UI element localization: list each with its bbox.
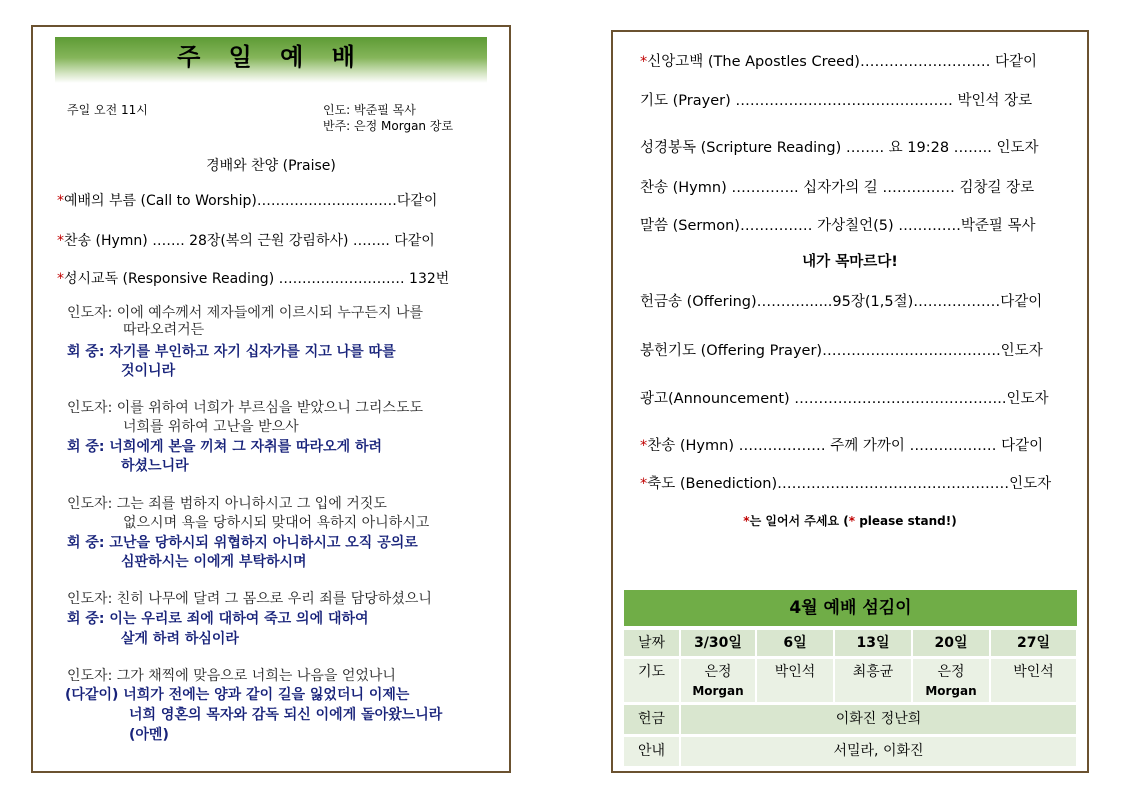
table-cell: 박인석 [990,658,1077,704]
left-page [31,25,511,773]
leader-line: 없으시며 욕을 당하시되 맞대어 욕하지 아니하시고 [123,515,430,531]
leader-line: 인도자: 그는 죄를 범하지 아니하시고 그 입에 거짓도 [67,496,387,512]
service-accompanist: 반주: 은정 Morgan 장로 [323,119,454,133]
table-cell: 최흥균 [834,658,912,704]
table-row [624,630,1077,658]
order-item: *찬송 (Hymn) ……………… 주께 가까이 ……………… 다같이 [640,438,1044,454]
service-leader: 인도: 박준필 목사 [323,103,416,117]
please-stand-note: *는 일어서 주세요 (* please stand!) [743,514,957,528]
congregation-line: 회 중: 이는 우리로 죄에 대하여 죽고 의에 대하여 [67,611,369,627]
table-cell: 기도 [624,658,680,704]
order-item: 말씀 (Sermon)…………… 가상칠언(5) ………….박준필 목사 [640,218,1036,234]
leader-line: 인도자: 친히 나무에 달려 그 몸으로 우리 죄를 담당하셨으니 [67,591,432,607]
table-cell: 27일 [990,630,1077,658]
order-item: *신앙고백 (The Apostles Creed)……………………… 다같이 [640,54,1038,70]
congregation-line: 회 중: 너희에게 본을 끼쳐 그 자취를 따라오게 하려 [67,439,383,455]
table-cell: 안내 [624,736,680,768]
table-cell: 헌금 [624,704,680,736]
right-page [611,30,1089,773]
table-cell: 13일 [834,630,912,658]
all-line: (다같이) 너희가 전에는 양과 같이 길을 잃었더니 이제는 [65,687,410,703]
order-item: *예배의 부름 (Call to Worship)…………………………다같이 [57,193,438,209]
order-item: 광고(Announcement) ……………………………………..인도자 [640,391,1049,407]
table-cell: 3/30일 [680,630,756,658]
table-cell: 이화진 정난희 [680,704,1077,736]
sermon-title: 내가 목마르다! [802,254,898,270]
order-item: 기도 (Prayer) ……………………………………… 박인석 장로 [640,93,1033,109]
table-row [624,658,1077,704]
order-item: 헌금송 (Offering)……….......95장(1,5절)………………다같이 [640,294,1043,310]
service-time: 주일 오전 11시 [67,103,148,117]
order-item: 성경봉독 (Scripture Reading) …….. 요 19:28 …….. 인도자 [640,140,1039,156]
order-item: *찬송 (Hymn) ……. 28장(복의 근원 강림하사) …….. 다같이 [57,233,435,249]
page-title-bar [55,37,487,83]
table-cell: 6일 [756,630,834,658]
schedule-table [624,630,1078,769]
table-cell: 20일 [912,630,990,658]
congregation-line: 회 중: 자기를 부인하고 자기 십자가를 지고 나를 따를 [67,344,396,360]
leader-line: 너희를 위하여 고난을 받으사 [123,419,299,435]
table-cell: 날짜 [624,630,680,658]
order-item: *축도 (Benediction)…………………………………………인도자 [640,476,1052,492]
table-row [624,736,1077,768]
praise-heading: 경배와 찬양 (Praise) [206,158,336,174]
order-item: *성시교독 (Responsive Reading) ……………………… 132번 [57,271,450,287]
table-row [624,704,1077,736]
table-cell: 박인석 [756,658,834,704]
leader-line: 인도자: 이에 예수께서 제자들에게 이르시되 누구든지 나를 [67,305,423,321]
table-cell: 은정 Morgan [680,658,756,704]
order-item: 봉헌기도 (Offering Prayer)……………………………….인도자 [640,343,1043,359]
leader-line: 인도자: 이를 위하여 너희가 부르심을 받았으니 그리스도도 [67,400,423,416]
service-schedule [624,590,1077,769]
congregation-line: 살게 하려 하심이라 [121,631,239,647]
order-item: 찬송 (Hymn) ………….. 십자가의 길 …………… 김창길 장로 [640,180,1035,196]
table-cell: 서밀라, 이화진 [680,736,1077,768]
congregation-line: 심판하시는 이에게 부탁하시며 [121,554,307,570]
congregation-line: 것이니라 [121,363,176,379]
leader-line: 인도자: 그가 채찍에 맞음으로 너희는 나음을 얻었나니 [67,668,396,684]
table-cell: 은정 Morgan [912,658,990,704]
page-title: 주 일 예 배 [177,43,365,71]
congregation-line: 하셨느니라 [121,458,189,474]
all-line: 너희 영혼의 목자와 감독 되신 이에게 돌아왔느니라 [129,707,443,723]
leader-line: 따라오려거든 [123,322,205,338]
schedule-title: 4월 예배 섬김이 [624,590,1077,626]
all-line: (아멘) [129,727,169,743]
congregation-line: 회 중: 고난을 당하시되 위협하지 아니하시고 오직 공의로 [67,535,418,551]
